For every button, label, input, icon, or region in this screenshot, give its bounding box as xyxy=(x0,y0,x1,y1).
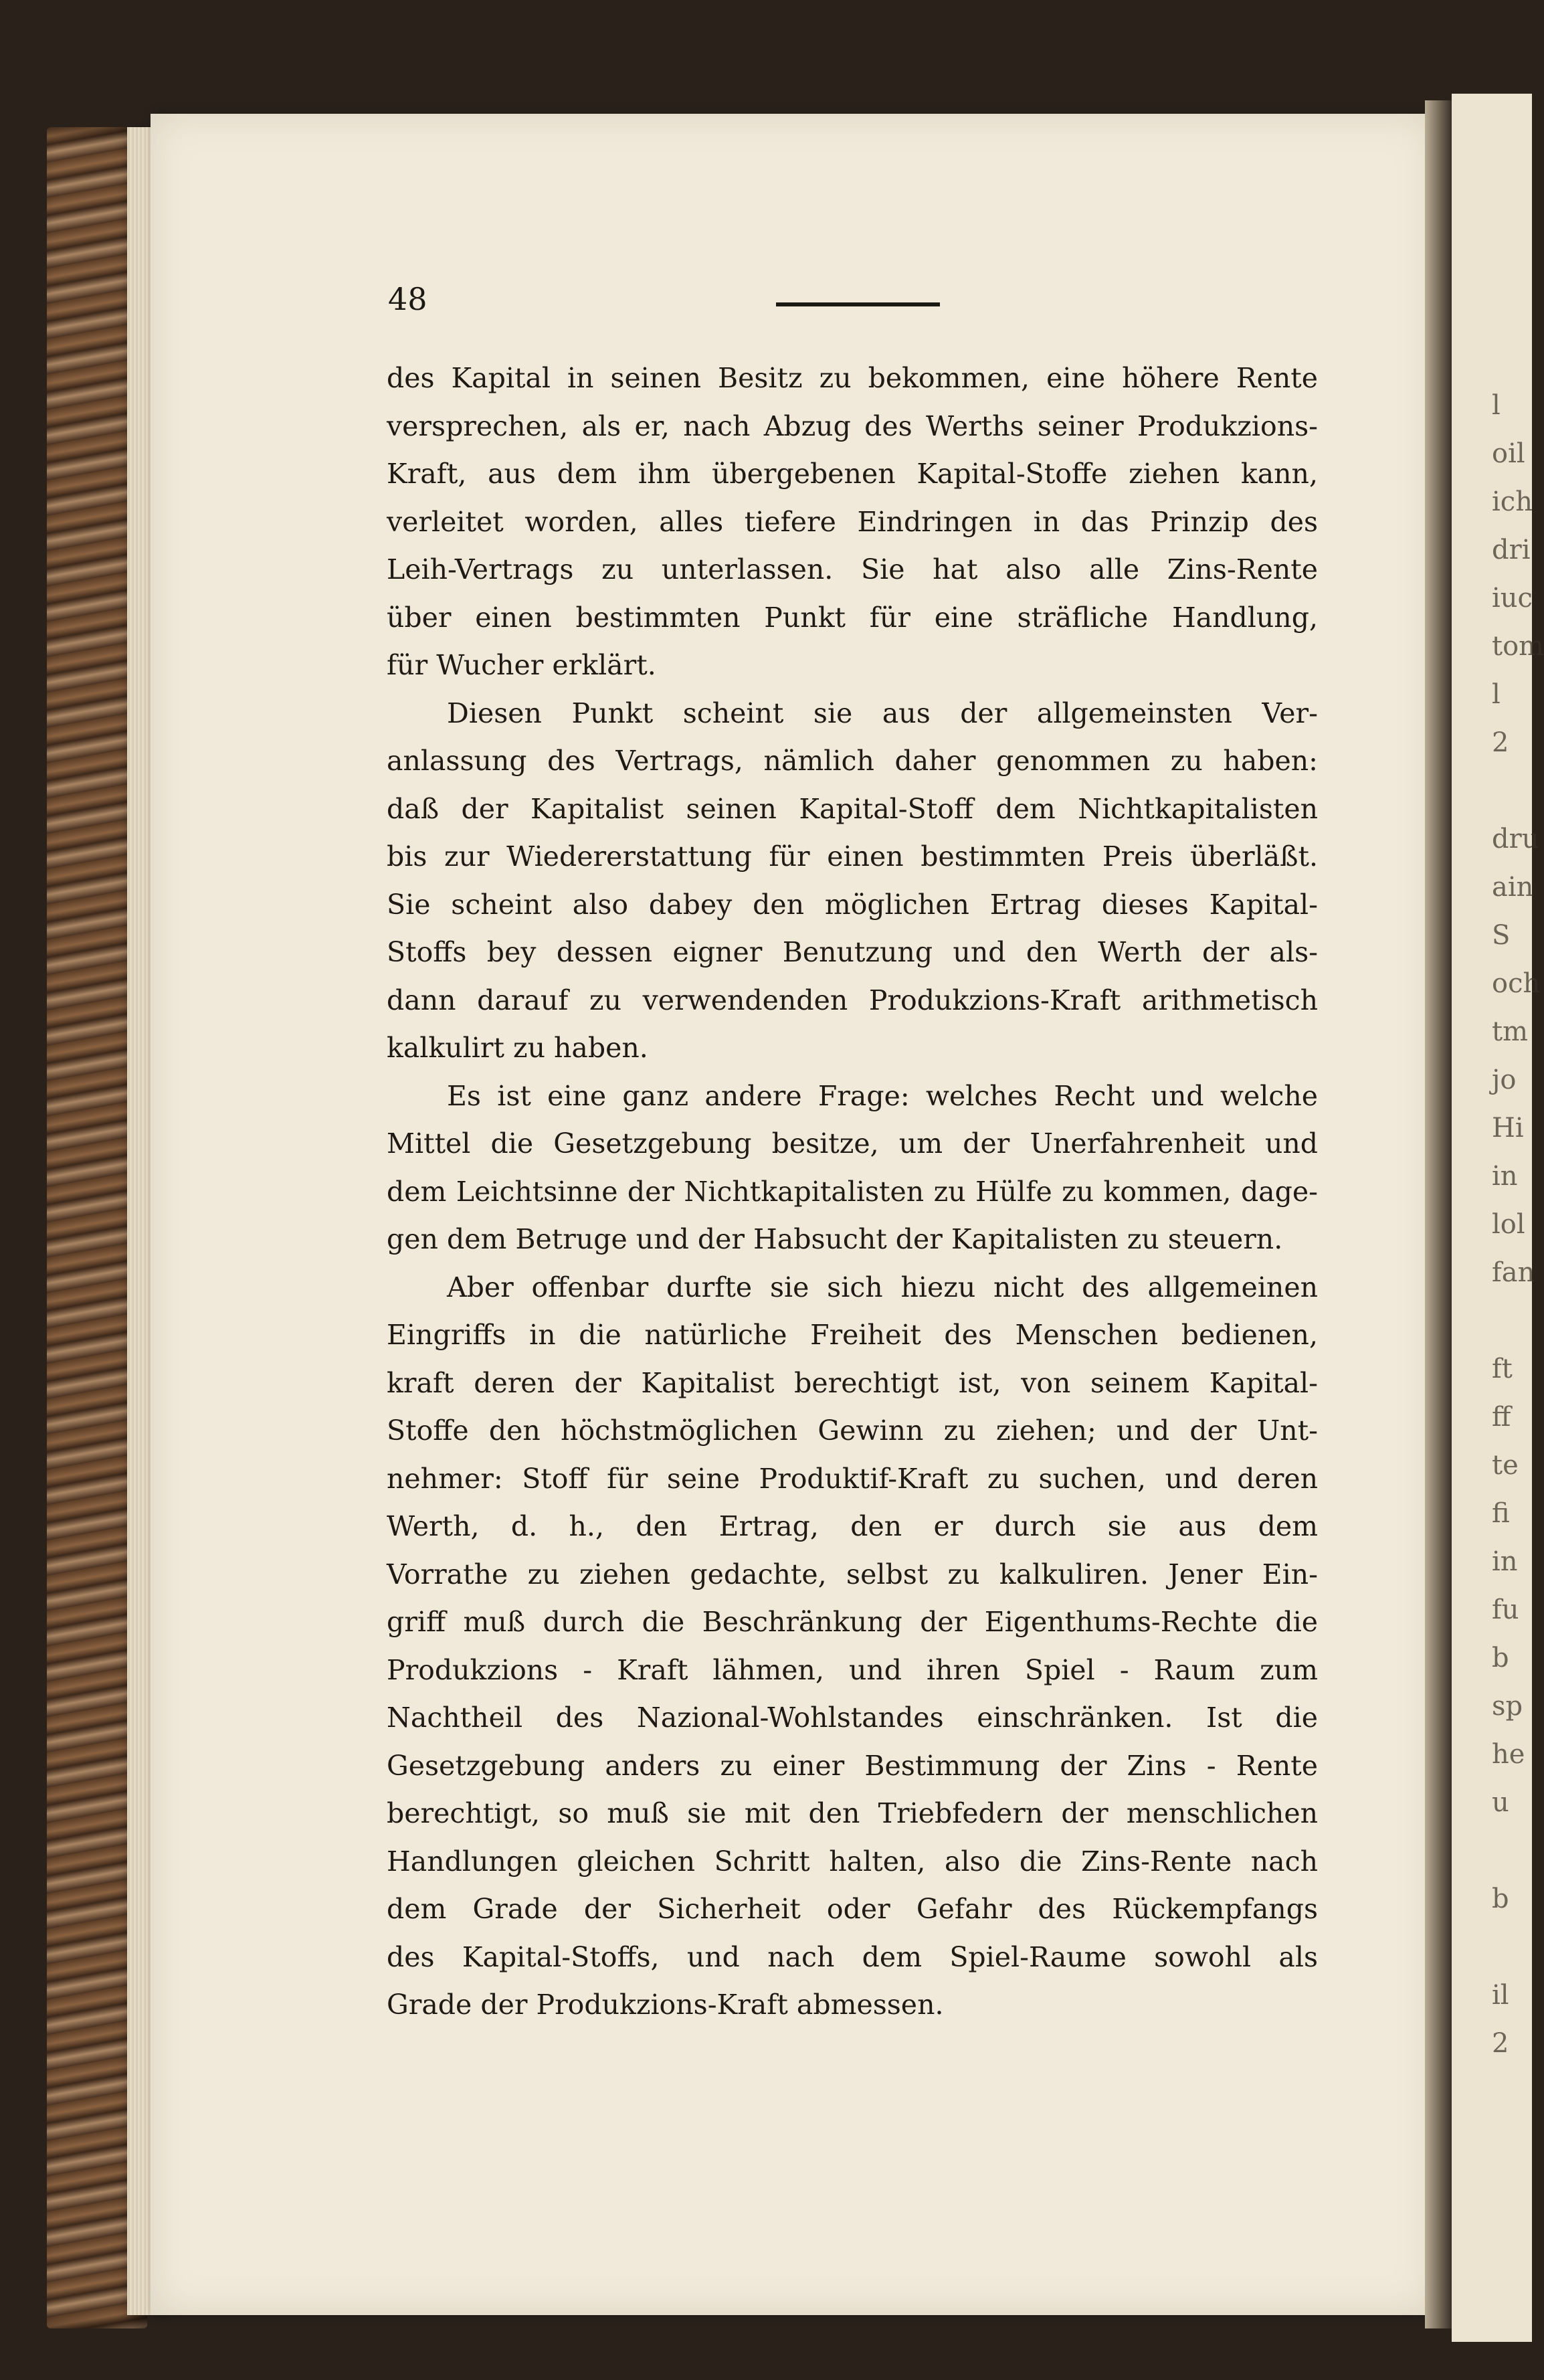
facing-page-fragment: tom xyxy=(1492,631,1544,662)
facing-page-fragment: 2 xyxy=(1492,727,1509,758)
text-line: Eingriffs in die natürliche Freiheit des Menschen bedienen, xyxy=(387,1319,1318,1351)
text-line: Nachtheil des Nazional-Wohlstandes einschränken. Ist die xyxy=(387,1702,1318,1734)
text-line: Grade der Produkzions-Kraft abmessen. xyxy=(387,1989,944,2021)
text-line: Werth, d. h., den Ertrag, den er durch sie aus dem xyxy=(387,1510,1318,1542)
gutter-shadow xyxy=(1425,100,1452,2328)
text-line: griff muß durch die Beschränkung der Eigenthums-Rechte die xyxy=(387,1606,1318,1638)
facing-page-fragment: fu xyxy=(1492,1594,1519,1625)
facing-page-fragment: te xyxy=(1492,1450,1519,1481)
facing-page-fragment: dri xyxy=(1492,535,1531,565)
facing-page-fragment: in xyxy=(1492,1546,1518,1577)
text-line: Produkzions - Kraft lähmen, und ihren Spiel - Raum zum xyxy=(387,1653,1318,1686)
facing-page-fragment: lol xyxy=(1492,1209,1525,1240)
facing-page-text xyxy=(1452,94,1544,2068)
text-line: Handlungen gleichen Schritt halten, also die Zins-Rente nach xyxy=(387,1845,1318,1878)
text-line: kraft deren der Kapitalist berechtigt ist, von seinem Kapital- xyxy=(387,1366,1318,1399)
facing-page-fragment: 2 xyxy=(1492,2028,1509,2059)
text-line: Sie scheint also dabey den möglichen Ertrag dieses Kapital- xyxy=(387,888,1318,921)
facing-page-fragment xyxy=(1492,1923,1532,1971)
facing-page-fragment: ff xyxy=(1492,1402,1511,1433)
header-rule xyxy=(776,302,940,306)
facing-page-fragment: ain xyxy=(1492,872,1534,903)
text-line: Stoffs bey dessen eigner Benutzung und den Werth der als- xyxy=(387,936,1318,968)
facing-page-fragment: dru xyxy=(1492,824,1539,854)
text-line: nehmer: Stoff für seine Produktif-Kraft zu suchen, und deren xyxy=(387,1462,1318,1495)
text-line: dem Leichtsinne der Nichtkapitalisten zu Hülfe zu kommen, dage- xyxy=(387,1175,1318,1208)
facing-page-fragment: l xyxy=(1492,679,1501,710)
facing-page-fragment: och xyxy=(1492,968,1541,999)
text-line: Leih-Vertrags zu unterlassen. Sie hat also alle Zins-Rente xyxy=(387,553,1318,585)
facing-page-fragment: in xyxy=(1492,1161,1518,1192)
text-line: Kraft, aus dem ihm übergebenen Kapital-Stoffe ziehen kann, xyxy=(387,458,1318,490)
facing-page-fragment: ich xyxy=(1492,486,1533,517)
facing-page-fragment: jo xyxy=(1492,1065,1517,1095)
text-line: anlassung des Vertrags, nämlich daher genommen zu haben: xyxy=(387,745,1318,777)
text-line: Vorrathe zu ziehen gedachte, selbst zu kalkuliren. Jener Ein- xyxy=(387,1558,1318,1590)
facing-page-fragment: Hi xyxy=(1492,1113,1524,1143)
text-line: versprechen, als er, nach Abzug des Werths seiner Produkzions- xyxy=(387,409,1318,442)
facing-page-fragment: fi xyxy=(1492,1498,1510,1529)
facing-page-fragment: S xyxy=(1492,920,1511,951)
page-body-text xyxy=(387,355,1318,2029)
text-line: dem Grade der Sicherheit oder Gefahr des Rückempfangs xyxy=(387,1893,1318,1925)
facing-page-fragment xyxy=(1492,1827,1532,1875)
facing-page-fragment: fan xyxy=(1492,1257,1535,1288)
text-line: Es ist eine ganz andere Frage: welches Recht und welche xyxy=(447,1079,1318,1112)
facing-page-fragment: il xyxy=(1492,1980,1509,2011)
text-line: Stoffe den höchstmöglichen Gewinn zu ziehen; und der Unt- xyxy=(387,1414,1318,1447)
text-line: gen dem Betruge und der Habsucht der Kapitalisten zu steuern. xyxy=(387,1223,1283,1255)
facing-page xyxy=(1452,94,1544,2342)
text-line: verleitet worden, alles tiefere Eindringen in das Prinzip des xyxy=(387,505,1318,538)
text-line: daß der Kapitalist seinen Kapital-Stoff dem Nichtkapitalisten xyxy=(387,792,1318,825)
text-line: dann darauf zu verwendenden Produkzions-Kraft arithmetisch xyxy=(387,984,1318,1016)
facing-page-fragment xyxy=(1492,1297,1532,1345)
text-line: des Kapital-Stoffs, und nach dem Spiel-Raume sowohl als xyxy=(387,1940,1318,1973)
facing-page-fragment xyxy=(1492,767,1532,815)
page-number: 48 xyxy=(388,281,427,317)
facing-page-fragment: l xyxy=(1492,390,1501,421)
text-line: bis zur Wiedererstattung für einen bestimmten Preis überläßt. xyxy=(387,840,1318,873)
facing-page-fragment: b xyxy=(1492,1643,1509,1673)
facing-page-fragment: sp xyxy=(1492,1691,1523,1722)
text-line: berechtigt, so muß sie mit den Triebfedern der menschlichen xyxy=(387,1797,1318,1829)
text-line: Diesen Punkt scheint sie aus der allgemeinsten Ver- xyxy=(447,697,1318,729)
text-line: des Kapital in seinen Besitz zu bekommen, eine höhere Rente xyxy=(387,362,1318,394)
facing-page-fragment: oil xyxy=(1492,438,1525,469)
text-line: Mittel die Gesetzgebung besitze, um der Unerfahrenheit und xyxy=(387,1127,1318,1160)
text-line: über einen bestimmten Punkt für eine sträfliche Handlung, xyxy=(387,601,1318,634)
facing-page-fragment: he xyxy=(1492,1739,1525,1770)
text-line: kalkulirt zu haben. xyxy=(387,1032,648,1064)
facing-page-fragment: iuc xyxy=(1492,583,1533,614)
facing-page-fragment: u xyxy=(1492,1787,1509,1818)
text-line: Gesetzgebung anders zu einer Bestimmung der Zins - Rente xyxy=(387,1749,1318,1782)
facing-page-fragment: ft xyxy=(1492,1354,1513,1384)
facing-page-fragment: tm xyxy=(1492,1016,1529,1047)
facing-page-fragment: b xyxy=(1492,1884,1509,1914)
text-line: für Wucher erklärt. xyxy=(387,649,656,681)
text-line: Aber offenbar durfte sie sich hiezu nicht des allgemeinen xyxy=(447,1271,1318,1303)
